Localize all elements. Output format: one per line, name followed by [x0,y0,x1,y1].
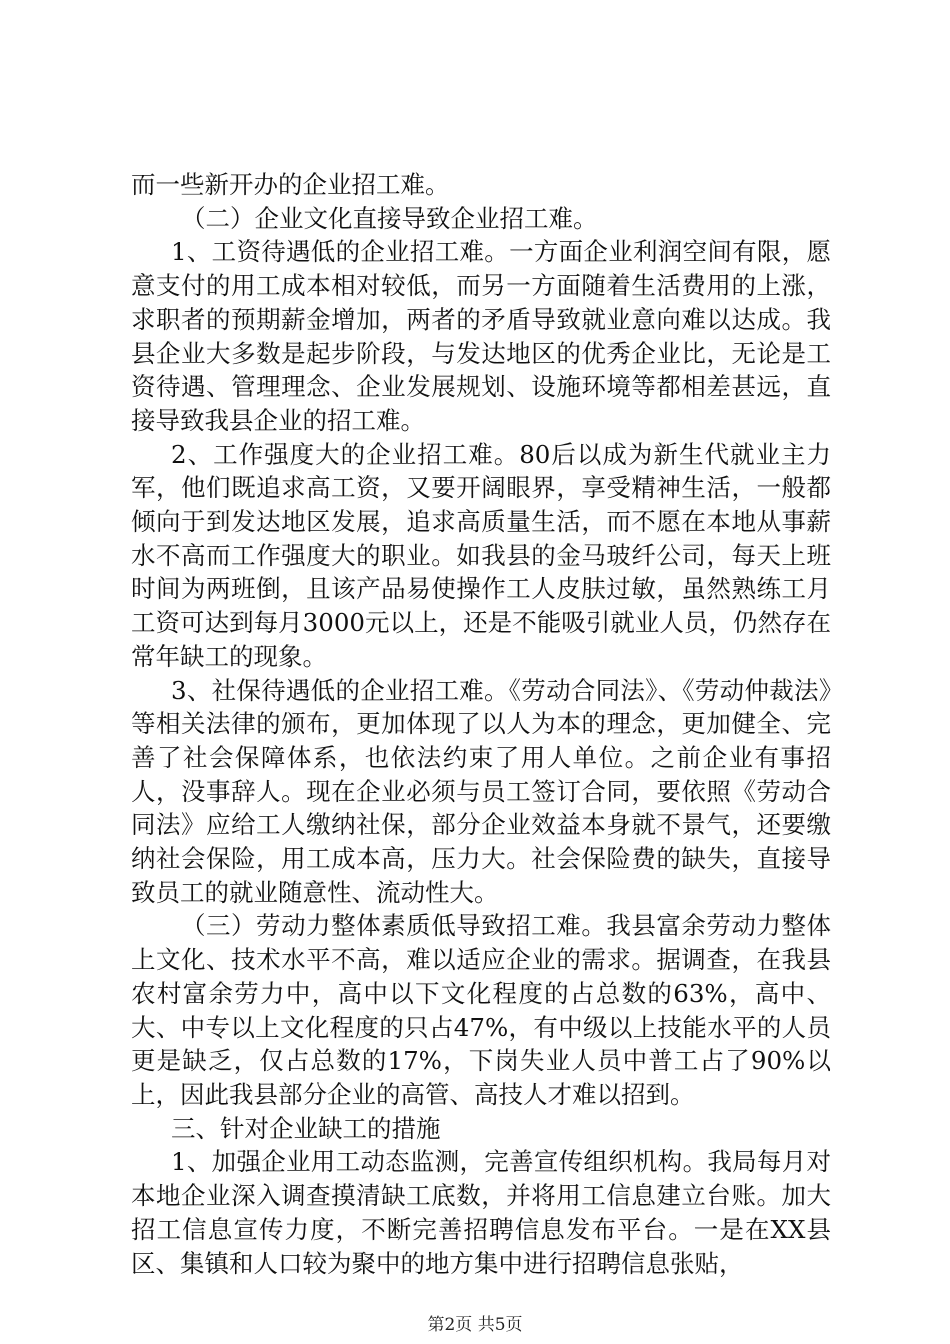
page-number: 第2页 共5页 [427,1315,523,1335]
paragraph-item-social-insurance: 3、社保待遇低的企业招工难。《劳动合同法》、《劳动仲裁法》等相关法律的颁布，更加体现了以人为本的理念，更加健全、完善了社会保障体系，也依法约束了用人单位。之前企业有事招人，没事辞人。现在企业必须与员工签订合同，要依照《劳动合同法》应给工人缴纳社保，部分企业效益本身就不景气，还要缴纳社会保险，用工成本高，压力大。社会保险费的缺失，直接导致员工的就业随意性、流动性大。 [131,675,831,907]
paragraph-section-heading-2: （二）企业文化直接导致企业招工难。 [181,203,598,233]
paragraph-heading-measures: 三、针对企业缺工的措施 [171,1113,441,1143]
paragraph-item-wages: 1、工资待遇低的企业招工难。一方面企业利润空间有限，愿意支付的用工成本相对较低，而另一方面随着生活费用的上涨，求职者的预期薪金增加，两者的矛盾导致就业意向难以达成。我县企业大多数是起步阶段，与发达地区的优秀企业比，无论是工资待遇、管理理念、企业发展规划、设施环境等都相差甚远，直接导致我县企业的招工难。 [131,237,831,435]
paragraph-section-heading-3: （三）劳动力整体素质低导致招工难。我县富余劳动力整体上文化、技术水平不高，难以适应企业的需求。据调查，在我县农村富余劳力中，高中以下文化程度的占总数的63%，高中、大、中专以上文化程度的只占47%，有中级以上技能水平的人员更是缺乏，仅占总数的17%，下岗失业人员中普工占了90%以上，因此我县部分企业的高管、高技人才难以招到。 [131,911,831,1109]
paragraph-item-monitoring: 1、加强企业用工动态监测，完善宣传组织机构。我局每月对本地企业深入调查摸清缺工底数，并将用工信息建立台账。加大招工信息宣传力度，不断完善招聘信息发布平台。一是在XX县区、集镇和人口较为聚中的地方集中进行招聘信息张贴， [131,1147,831,1278]
document-body [131,168,831,1280]
page-footer [0,1310,950,1335]
paragraph-continuation: 而一些新开办的企业招工难。 [131,170,450,199]
paragraph-item-work-intensity: 2、工作强度大的企业招工难。80后以成为新生代就业主力军，他们既追求高工资，又要开阔眼界，享受精神生活，一般都倾向于到发达地区发展，追求高质量生活，而不愿在本地从事薪水不高而工作强度大的职业。如我县的金马玻纤公司，每天上班时间为两班倒，且该产品易使操作工人皮肤过敏，虽然熟练工月工资可达到每月3000元以上，还是不能吸引就业人员，仍然存在常年缺工的现象。 [131,439,831,671]
